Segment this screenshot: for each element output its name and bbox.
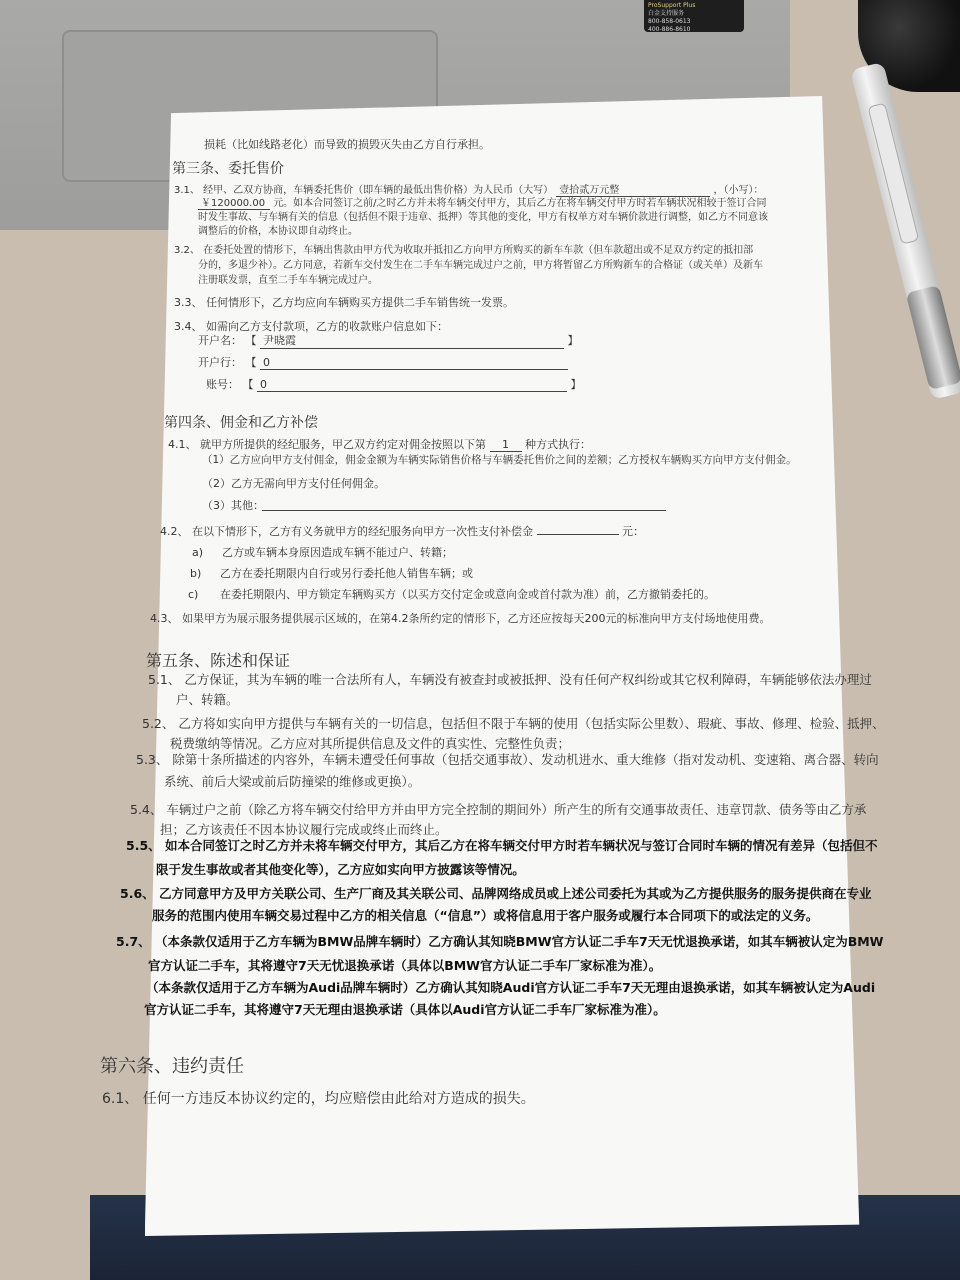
account-name-row: 开户名： 【 尹晓霞 】 <box>198 334 579 347</box>
section-6-title: 第六条、违约责任 <box>100 1056 244 1077</box>
case-c: c) 在委托期限内、甲方锁定车辆购买方（以买方交付定金或意向金或首付款为准）前，乙方撤销委托的。 <box>188 588 715 601</box>
clause-3-1-line-1: 3.1、 经甲、乙双方协商，车辆委托售价（即车辆的最低出售价格）为人民币（大写） 壹拾贰万元整 ，（小写）： <box>174 181 763 197</box>
compensation-field <box>537 522 619 535</box>
clause-5-5-line-2: 限于发生事故或者其他变化等），乙方应如实向甲方披露该等情况。 <box>156 862 525 877</box>
clause-5-7-line-3: （本条款仅适用于乙方车辆为Audi品牌车辆时）乙方确认其知晓Audi官方认证二手车7天无理由退换承诺，如其车辆被认定为Audi <box>146 980 876 995</box>
account-number-field: 0 <box>257 378 567 392</box>
case-b: b) 乙方在委托期限内自行或另行委托他人销售车辆；或 <box>190 567 473 580</box>
clause-5-6-line-2: 服务的范围内使用车辆交易过程中乙方的相关信息（“信息”）或将信息用于客户服务或履行本合同项下的或法定的义务。 <box>152 908 819 923</box>
sticker-phone-2: 400-886-8610 <box>648 26 691 33</box>
section-4-title: 第四条、佣金和乙方补偿 <box>164 415 318 431</box>
clause-3-1-line-3: 时发生事故、与车辆有关的信息（包括但不限于违章、抵押）等其他的变化，甲方有权单方对车辆价款进行调整，如乙方不同意该 <box>198 212 768 223</box>
price-upper-field: 壹拾贰万元整 <box>556 181 710 197</box>
clause-4-3: 4.3、 如果甲方为展示服务提供展示区域的，在第4.2条所约定的情形下，乙方还应按每天200元的标准向甲方支付场地使用费。 <box>150 612 771 625</box>
clause-5-4-line-2: 担；乙方该责任不因本协议履行完成或终止而终止。 <box>160 822 448 837</box>
commission-option-field: 1 <box>490 438 522 452</box>
section-5-title: 第五条、陈述和保证 <box>146 651 291 670</box>
option-3-blank <box>262 510 666 511</box>
account-name-field: 尹晓霞 <box>260 332 564 349</box>
bank-row: 开户行： 【 0 <box>198 354 568 370</box>
clause-3-2-line-1: 3.2、 在委托处置的情形下，车辆出售款由甲方代为收取并抵扣乙方向甲方所购买的新车车款（但车款超出或不足双方约定的抵扣部 <box>174 245 754 256</box>
clause-5-3-line-1: 5.3、 除第十条所描述的内容外，车辆未遭受任何事故（包括交通事故）、发动机进水、重大维修（指对发动机、变速箱、离合器、转向 <box>136 752 879 767</box>
clause-5-1-line-2: 户、转籍。 <box>176 692 239 707</box>
clause-5-2-line-2: 税费缴纳等情况。乙方应对其所提供信息及文件的真实性、完整性负责； <box>170 736 571 751</box>
clause-5-3-line-2: 系统、前后大梁或前后防撞梁的维修或更换）。 <box>164 774 421 789</box>
clause-5-7-line-2: 官方认证二手车，其将遵守7天无忧退换承诺（具体以BMW官方认证二手车厂家标准为准）。 <box>148 958 662 973</box>
clause-5-4-line-1: 5.4、 车辆过户之前（除乙方将车辆交付给甲方并由甲方完全控制的期间外）所产生的所有交通事故责任、违章罚款、债务等由乙方承 <box>130 802 867 817</box>
clause-5-7-line-1: 5.7、 （本条款仅适用于乙方车辆为BMW品牌车辆时）乙方确认其知晓BMW官方认证二手车7天无忧退换承诺，如其车辆被认定为BMW <box>116 934 884 949</box>
clause-5-2-line-1: 5.2、 乙方将如实向甲方提供与车辆有关的一切信息，包括但不限于车辆的使用（包括实际公里数）、瑕疵、事故、修理、检验、抵押、 <box>142 716 885 731</box>
clause-3-1-line-2: ￥120000.00 元。如本合同签订之前/之时乙方并未将车辆交付甲方，其后乙方在将车辆交付甲方时若车辆状况相较于签订合同 <box>198 194 767 210</box>
option-2: （2）乙方无需向甲方支付任何佣金。 <box>202 477 385 490</box>
clause-3-2-line-2: 分的，多退少补）。乙方同意，若新车交付发生在二手车车辆完成过户之前，甲方将暂留乙方所购新车的合格证（或关单）及新车 <box>198 260 763 271</box>
clause-4-2: 4.2、 在以下情形下，乙方有义务就甲方的经纪服务向甲方一次性支付补偿金 元： <box>160 522 644 539</box>
price-lower-field: ￥120000.00 <box>198 194 270 210</box>
clause-3-4: 3.4、 如需向乙方支付款项，乙方的收款账户信息如下： <box>174 320 448 333</box>
clause-5-1-line-1: 5.1、 乙方保证，其为车辆的唯一合法所有人，车辆没有被查封或被抵押、没有任何产权纠纷或其它权利障碍，车辆能够依法办理过 <box>148 672 872 687</box>
clause-5-5-line-1: 5.5、 如本合同签订之时乙方并未将车辆交付甲方，其后乙方在将车辆交付甲方时若车辆状况与签订合同时车辆的情况有差异（包括但不 <box>126 838 878 853</box>
sticker-phone-1: 800-858-0613 <box>648 18 691 25</box>
case-a: a) 乙方或车辆本身原因造成车辆不能过户、转籍； <box>192 546 453 559</box>
clause-6-1: 6.1、 任何一方违反本协议约定的，均应赔偿由此给对方造成的损失。 <box>102 1091 535 1107</box>
section-3-title: 第三条、委托售价 <box>172 161 284 177</box>
clause-3-3: 3.3、 任何情形下，乙方均应向车辆购买方提供二手车销售统一发票。 <box>174 296 514 309</box>
clause-3-1-line-4: 调整后的价格，本协议即自动终止。 <box>198 226 358 237</box>
account-number-row: 账号： 【 0 】 <box>206 378 582 391</box>
sticker-sub: 白金支持服务 <box>648 10 685 17</box>
option-3: （3）其他： <box>202 499 264 512</box>
sticker-brand: ProSupport Plus <box>648 2 696 9</box>
intro-tail: 损耗（比如线路老化）而导致的损毁灭失由乙方自行承担。 <box>204 138 490 151</box>
clause-3-2-line-3: 注册联发票，直至二手车车辆完成过户。 <box>198 275 378 286</box>
clause-4-1: 4.1、 就甲方所提供的经纪服务，甲乙双方约定对佣金按照以下第 1 种方式执行： <box>168 438 591 451</box>
option-1: （1）乙方应向甲方支付佣金，佣金金额为车辆实际销售价格与车辆委托售价之间的差额；乙方授权车辆购买方向甲方支付佣金。 <box>202 454 797 466</box>
clause-5-6-line-1: 5.6、 乙方同意甲方及甲方关联公司、生产厂商及其关联公司、品牌网络成员或上述公司委托为其或为乙方提供服务的服务提供商在专业 <box>120 886 872 901</box>
clause-5-7-line-4: 官方认证二手车，其将遵守7天无理由退换承诺（具体以Audi官方认证二手车厂家标准为准）。 <box>144 1002 666 1017</box>
bank-field: 0 <box>260 356 568 370</box>
